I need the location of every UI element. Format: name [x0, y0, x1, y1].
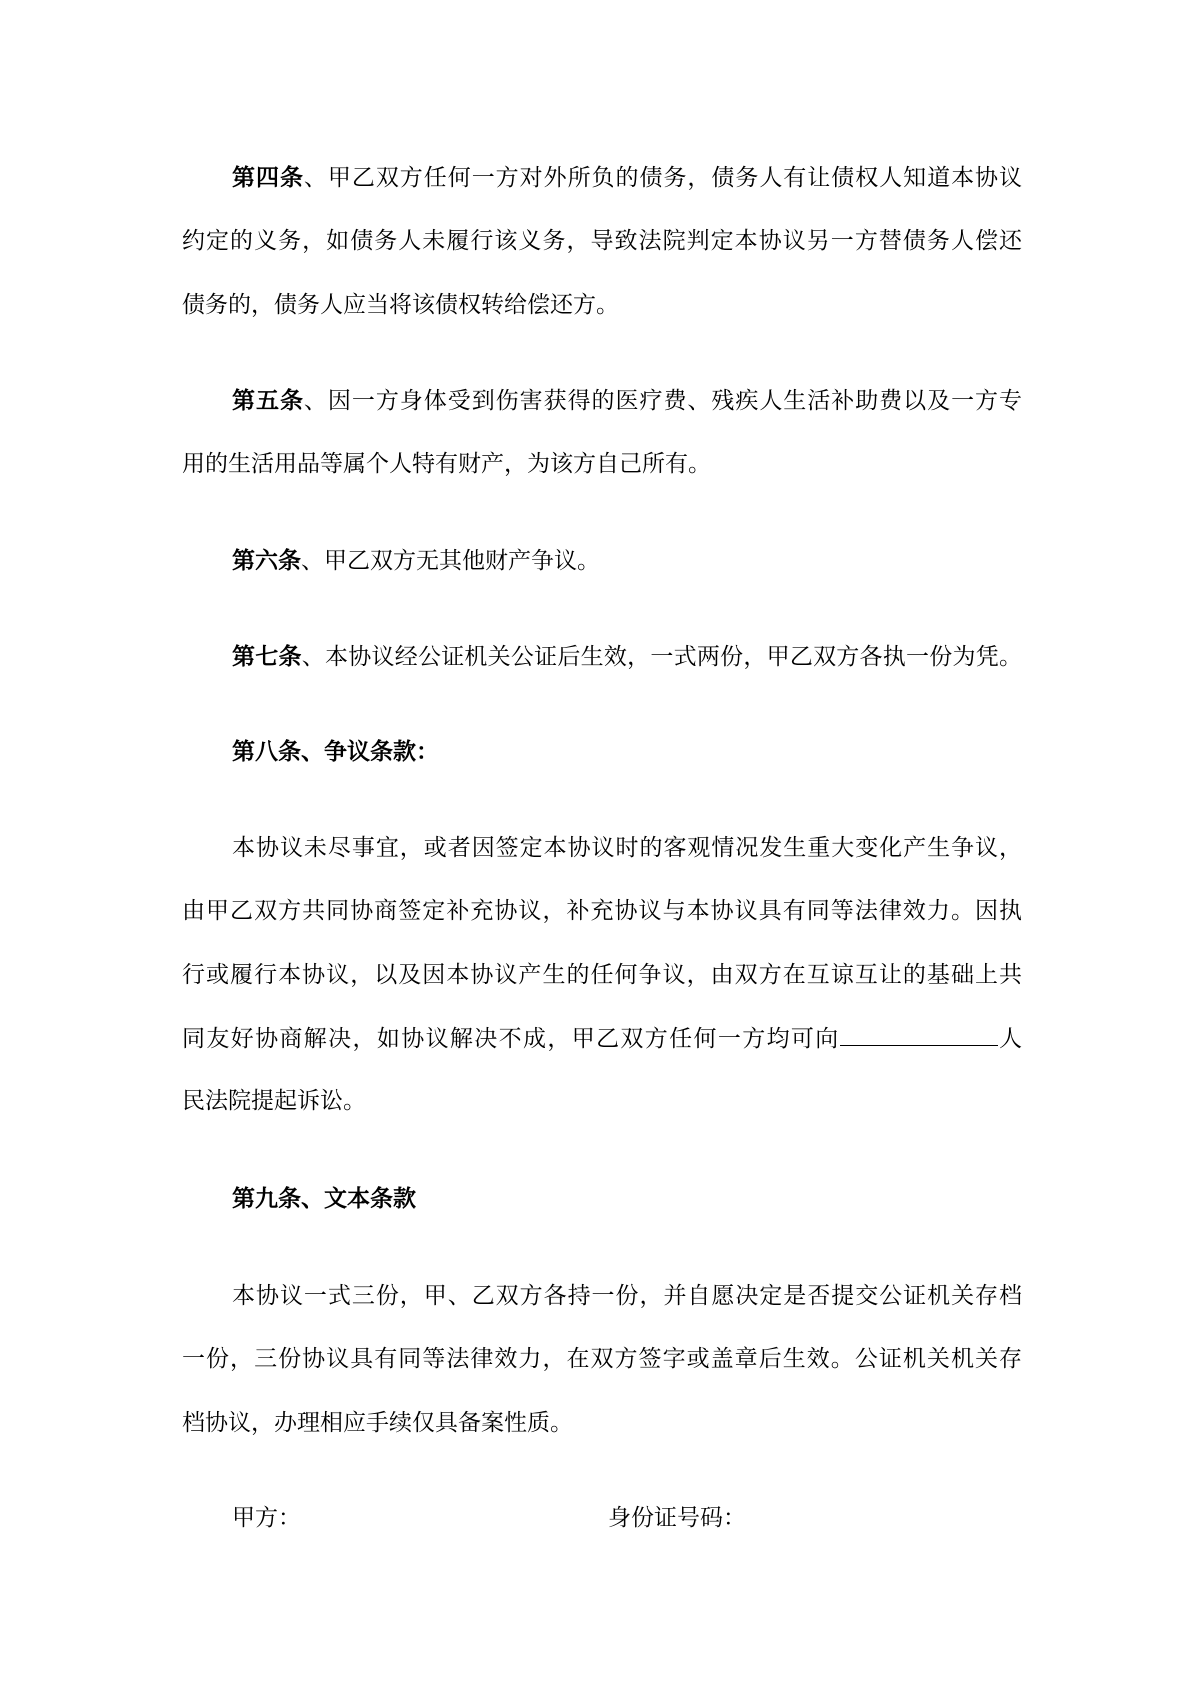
article-4-line-1: [232, 163, 1022, 193]
article-7-line-1: [232, 642, 1022, 672]
article-8-heading: 第八条、争议条款：: [232, 739, 439, 765]
id-number-label: 身份证号码：: [608, 1505, 746, 1531]
article-4-line-3: 债务的，债务人应当将该债权转给偿还方。: [182, 292, 619, 318]
party-a-label: 甲方：: [232, 1505, 301, 1531]
article-7-heading: 第七条: [232, 644, 302, 670]
article-4-line-2: 约定的义务，如债务人未履行该义务，导致法院判定本协议另一方替债务人偿还: [182, 228, 1022, 254]
article-4-text-1: 、甲乙双方任何一方对外所负的债务，债务人有让债权人知道本协议: [303, 165, 1022, 191]
article-6-line-1: [232, 546, 1022, 576]
article-6-heading: 第六条: [232, 548, 301, 574]
article-8-line-1: 本协议未尽事宜，或者因签定本协议时的客观情况发生重大变化产生争议，: [232, 835, 1022, 861]
court-name-blank[interactable]: [840, 1023, 998, 1046]
article-8-line-4: [182, 1023, 1022, 1054]
article-5-line-2: 用的生活用品等属个人特有财产，为该方自己所有。: [182, 451, 711, 477]
article-5-heading: 第五条: [232, 388, 304, 414]
article-8-line-5: 民法院提起诉讼。: [182, 1088, 366, 1114]
article-4-heading: 第四条: [232, 165, 304, 191]
article-8-line-2: 由甲乙双方共同协商签定补充协议，补充协议与本协议具有同等法律效力。因执: [182, 898, 1022, 924]
article-8-text-4-post: 人: [997, 1026, 1023, 1052]
article-6-text-1: 、甲乙双方无其他财产争议。: [301, 548, 600, 574]
article-7-text-1: 、本协议经公证机关公证后生效，一式两份，甲乙双方各执一份为凭。: [301, 644, 1023, 670]
article-9-line-1: 本协议一式三份，甲、乙双方各持一份，并自愿决定是否提交公证机关存档: [232, 1283, 1022, 1309]
article-8-text-4-pre: 同友好协商解决，如协议解决不成，甲乙双方任何一方均可向: [182, 1026, 840, 1052]
article-9-heading: 第九条、文本条款: [232, 1186, 416, 1212]
article-9-line-2: 一份，三份协议具有同等法律效力，在双方签字或盖章后生效。公证机关机关存: [182, 1346, 1022, 1372]
article-5-text-1: 、因一方身体受到伤害获得的医疗费、残疾人生活补助费以及一方专: [303, 388, 1022, 414]
article-8-line-3: 行或履行本协议，以及因本协议产生的任何争议，由双方在互谅互让的基础上共: [182, 962, 1022, 988]
article-9-line-3: 档协议，办理相应手续仅具备案性质。: [182, 1410, 573, 1436]
article-5-line-1: [232, 386, 1022, 416]
